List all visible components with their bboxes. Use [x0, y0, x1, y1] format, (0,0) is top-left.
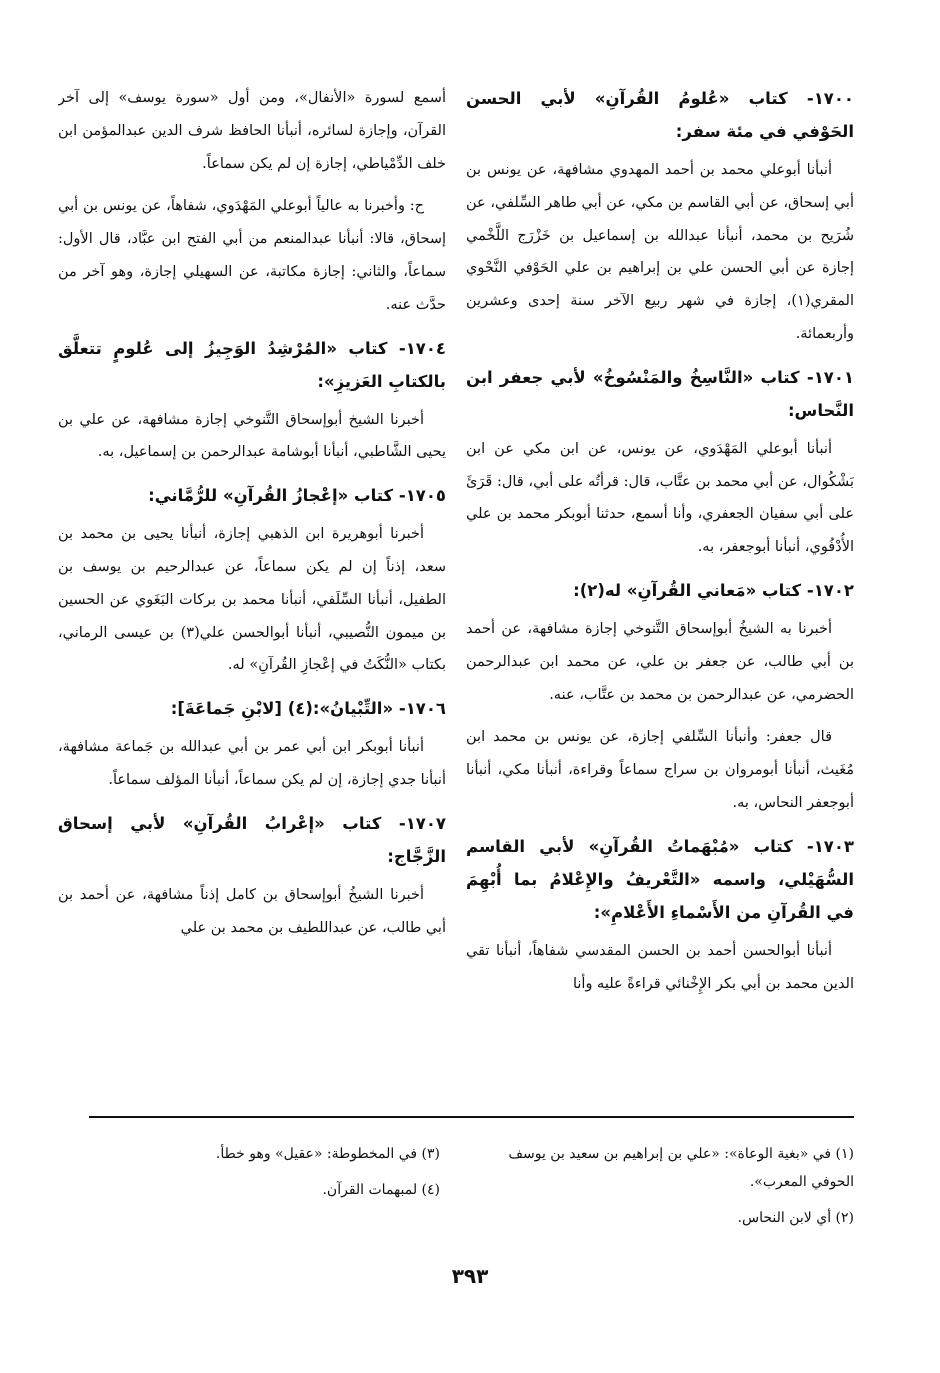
- left-column: [58, 82, 446, 1112]
- entry-heading: ١٧٠٧- كتاب «إعْرابُ القُرآنِ» لأبي إسحاق الزَّجَّاج:: [58, 813, 446, 866]
- footnote-divider: [89, 1116, 854, 1118]
- entry-heading: ١٧٠٠- كتاب «عُلومُ القُرآنِ» لأبي الحسن الحَوْفي في مئة سفر:: [466, 89, 854, 141]
- entry-paragraph: أنبأنا أبوبكر ابن أبي عمر بن أبي عبدالله بن جَماعة مشافهة، أنبأنا جدي إجازة، إن لم يكن سماعاً، أنبأنا المؤلف سماعاً.: [58, 739, 446, 788]
- entry-1706: [58, 692, 446, 797]
- entry-paragraph: أخبرنا الشيخُ أبوإسحاق بن كامل إذناً مشافهة، عن أحمد بن أبي طالب، عن عبداللطيف بن محمد بن علي: [58, 886, 446, 936]
- entry-paragraph: أخبرنا أبوهريرة ابن الذهبي إجازة، أنبأنا يحيى بن محمد بن سعد، إذناً إن لم يكن سماعاً، عن عبدالرحيم بن يوسف بن الطفيل، أنبأنا السِّلَفي، أنبأنا محمد بن بركات البَغَوي عن الحسين بن ميمون النُّصيبي، أنبأنا أبوالحسن علي(٣) بن عيسى الرماني، بكتاب «النُّكَتُ في إعْجازِ القُرآنِ» له.: [58, 526, 446, 674]
- entry-paragraph: أنبأنا أبوعلي محمد بن أحمد المهدوي مشافهة، عن يونس بن أبي إسحاق، عن أبي القاسم بن مكي، عن أبي طاهر السِّلفي، عن شُرَيح بن محمد، أنبأنا عبدالله بن إسماعيل بن خَزْرَج اللَّخْمي إجازة عن أبي الحسن علي بن إبراهيم بن علي الحَوْفي النَّحْوي المقري(١)، إجازة في شهر ربيع الآخر سنة إحدى وعشرين وأربعمائة.: [466, 162, 854, 342]
- entry-1703: [466, 830, 854, 1001]
- entry-paragraph: أنبأنا أبوعلي المَهْدَوي، عن يونس، عن ابن مكي عن ابن بَشْكُوال، عن أبي محمد بن عتَّاب، قال: قرأتُه على أبي، قال: قَرَئَ على أبي سفيان الجعفري، وأنا أسمع، حدثنا أبوبكر محمد بن علي الأُدْفُوي، أنبأنا أبوجعفر، به.: [466, 440, 854, 556]
- entry-heading: ١٧٠٤- كتاب «المُرْشِدُ الوَجِيزُ إلى عُلومٍ تتعلَّق بالكتابِ العَزيزِ»:: [58, 338, 446, 391]
- entry-paragraph: أخبرنا الشيخ أبوإسحاق التَّنوخي إجازة مشافهة، عن علي بن يحيى الشَّاطبي، أنبأنا أبوشامة عبدالرحمن بن إسماعيل، به.: [58, 411, 446, 461]
- page-number: ٣٩٣: [451, 1264, 489, 1288]
- entry-1703-continued: [58, 82, 446, 322]
- entry-1705: [58, 479, 446, 682]
- entry-paragraph: ح: وأخبرنا به عالياً أبوعلي المَهْدَوي، شفاهاً، عن يونس بن أبي إسحاق، قالا: أنبأنا عبدالمنعم من أبي الفتح ابن عبَّاد، قال الأول: سماعاً، والثاني: إجازة مكاتبة، عن السهيلي إجازة، وهو آخر من حدَّث عنه.: [58, 198, 446, 313]
- entry-heading: ١٧٠٦- «التِّبْيانُ»:(٤) [لابْنِ جَماعَةَ]:: [170, 699, 446, 719]
- entry-heading: ١٧٠٥- كتاب «إعْجازُ القُرآنِ» للرُّمَّاني:: [148, 486, 446, 506]
- entry-heading: ١٧٠١- كتاب «النَّاسِخُ والمَنْسُوخُ» لأبي جعفر ابن النَّحاس:: [466, 367, 854, 420]
- footnote: (١) في «بغية الوعاة»: «علي بن إبراهيم بن سعيد بن يوسف الحوفي المعرب».: [508, 1146, 854, 1190]
- entry-1701: [466, 361, 854, 564]
- entry-1704: [58, 332, 446, 470]
- footnotes-left: [50, 1140, 440, 1212]
- entry-heading: ١٧٠٣- كتاب «مُبْهَماتُ القُرآنِ» لأبي القاسم السُّهَيْلي، واسمه «التَّعْريفُ والإِعْلامُ بما أُبْهِمَ في القُرآنِ من الأَسْماءِ الأَعْلامِ»:: [466, 836, 854, 922]
- entry-paragraph: أنبأنا أبوالحسن أحمد بن الحسن المقدسي شفاهاً، أنبأنا تقي الدين محمد بن أبي بكر الإِخْنائي قراءةً عليه وأنا: [466, 942, 854, 992]
- footnote: (٣) في المخطوطة: «عقيل» وهو خطأ.: [215, 1146, 440, 1162]
- entry-1707: [58, 807, 446, 945]
- footnotes-right: [464, 1140, 854, 1240]
- footnote: (٤) لمبهمات القرآن.: [322, 1182, 440, 1198]
- footnote: (٢) أي لابن النحاس.: [737, 1210, 854, 1226]
- entry-1702: [466, 574, 854, 820]
- entry-paragraph: أسمع لسورة «الأنفال»، ومن أول «سورة يوسف» إلى آخر القرآن، وإجازة لسائره، أنبأنا الحافظ شرف الدين عبدالمؤمن ابن خلف الدِّمْياطي، إجازة إن لم يكن سماعاً.: [58, 90, 446, 172]
- entry-1700: [466, 82, 854, 351]
- entry-heading: ١٧٠٢- كتاب «مَعاني القُرآنِ» له(٢):: [573, 580, 854, 600]
- entry-paragraph: أخبرنا به الشيخُ أبوإسحاق التَّنوخي إجازة مشافهة، عن أحمد بن أبي طالب، عن جعفر بن علي، عن محمد ابن عبدالرحمن الحضرمي، عن عبدالرحمن بن محمد بن عتَّاب، عنه.: [466, 620, 854, 703]
- right-column: [466, 82, 854, 1112]
- entry-paragraph: قال جعفر: وأنبأنا السِّلفي إجازة، عن يونس بن محمد ابن مُغَيث، أنبأنا أبومروان بن سراج سماعاً وقراءة، أنبأنا مكي، أنبأنا أبوجعفر النحاس، به.: [466, 729, 854, 811]
